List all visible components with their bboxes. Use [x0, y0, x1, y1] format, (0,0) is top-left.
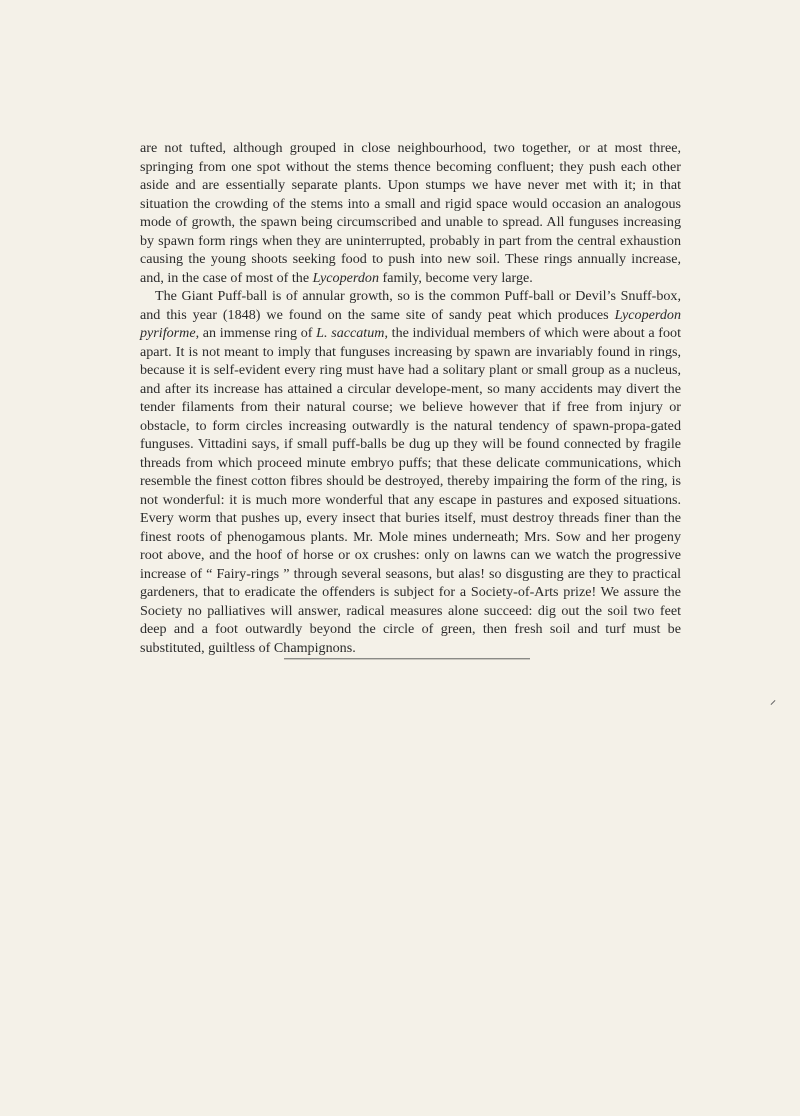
text-segment: , an immense ring of: [195, 325, 317, 341]
italic-term: L. saccatum: [316, 325, 385, 341]
italic-term: Lycoperdon: [312, 269, 379, 286]
paragraph-2: [140, 287, 681, 657]
italic-term: Lycoperdon pyriforme: [140, 306, 681, 341]
body-text: [140, 139, 681, 657]
text-segment: family, become very large.: [379, 269, 533, 286]
text-segment: The Giant Puff-ball is of annular growth, so is the common Puff-ball or Devil’s Snuff-box, and this year (1848) we found on the same site of sandy peat which produces: [140, 288, 681, 323]
paragraph-1: [140, 139, 681, 287]
text-segment: , the individual members of which were about a foot apart. It is not meant to imply that funguses increasing by spawn are invariably found in rings, because it is self-evident every ring must have had a solitary plant or small group as a nucleus, and after its increase has attained a circular develope-ment, so many accidents may divert the tender filaments from their natural course; we believe however that if free from injury or obstacle, to form circles increasing outwardly is the natural tendency of spawn-propa-gated funguses. Vittadini says, if small puff-balls be dug up they will be found connected by fragile threads from which proceed minute embryo puffs; that these delicate communications, which resemble the finest cotton fibres should be destroyed, thereby impairing the form of the ring, is not wonderful: it is much more wonderful that any escape in pastures and exposed situations. Every worm that pushes up, every insect that buries itself, must destroy threads finer than the finest roots of phenogamous plants. Mr. Mole mines underneath; Mrs. Sow and her progeny root above, and the hoof of horse or ox crushes: only on lawns can we watch the progressive increase of “ Fairy-rings ” through several seasons, but alas! so disgusting are they to practical gardeners, that to eradicate the offenders is subject for a Society-of-Arts prize! We assure the Society no palliatives will answer, radical measures alone succeed: dig out the soil two feet deep and a foot outwardly beyond the circle of green, then fresh soil and turf must be substituted, guiltless of Champignons.: [140, 325, 681, 656]
stray-mark: [771, 700, 776, 705]
section-divider: [284, 658, 530, 659]
text-segment: are not tufted, although grouped in close neighbourhood, two together, or at most three, springing from one spot without the stems thence becoming confluent; they push each other aside and are essentially separate plants. Upon stumps we have never met with it; in that situation the crowding of the stems into a small and rigid space would occasion an analogous mode of growth, the spawn being circumscribed and unable to spread. All funguses increasing by spawn form rings when they are uninterrupted, probably in part from the central exhaustion causing the young shoots seeking food to push into new soil. These rings annually increase, and, in the case of most of the: [140, 140, 681, 286]
